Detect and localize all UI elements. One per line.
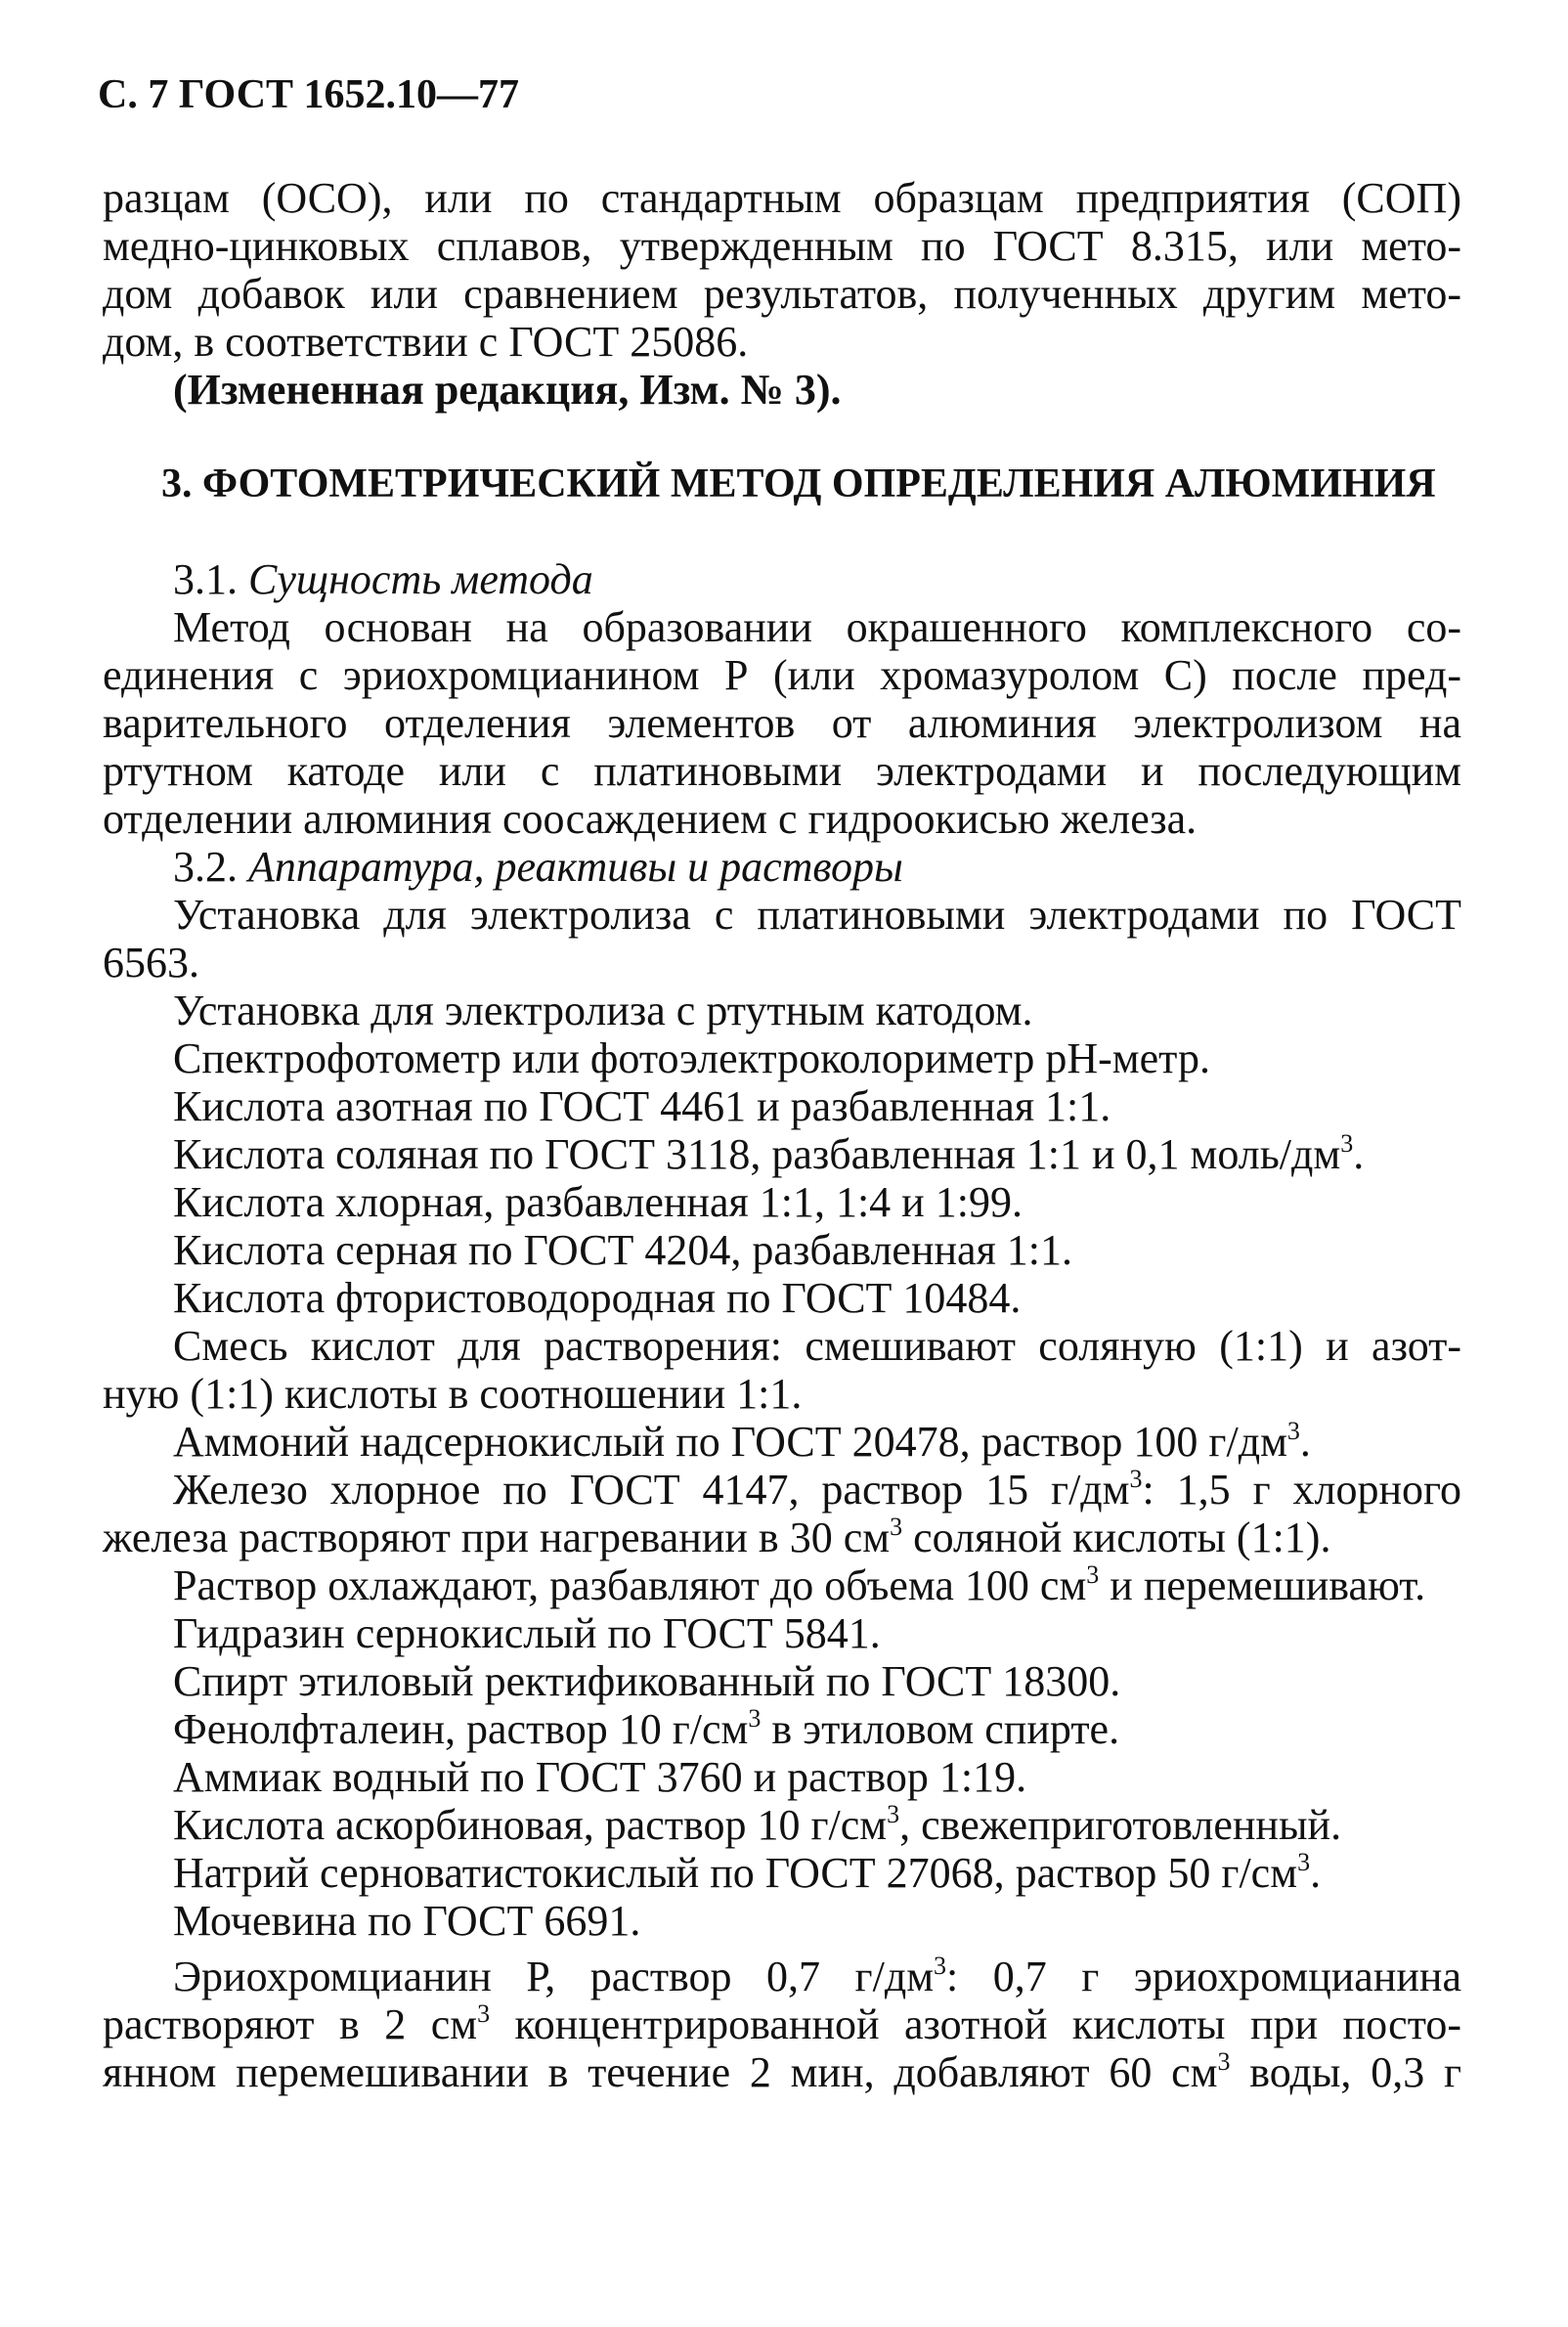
text-run: Фенолфталеин, раствор 10 г/см [173,1705,749,1753]
text-line: Установка для электролиза с платиновыми электродами по ГОСТ [173,891,1461,939]
reagent-item [103,1130,1461,1178]
text-line: ртутном катоде или с платиновыми электродами и последующим [103,747,1461,795]
reagent-item: Аммиак водный по ГОСТ 3760 и раствор 1:19. [173,1753,1027,1801]
text-line: отделении алюминия соосаждением с гидроокисью железа. [103,795,1198,843]
text-run: , свежеприготовленный. [899,1801,1342,1849]
reagent-item [103,1705,1461,1753]
text-run: растворяют в 2 см [103,2000,478,2048]
text-line [103,1514,1461,1561]
amendment-note: (Измененная редакция, Изм. № 3). [173,366,842,414]
text-run: концентрированной азотной кислоты при посто- [490,2000,1461,2048]
superscript: 3 [477,1999,491,2028]
text-run: янном перемешивании в течение 2 мин, добавляют 60 см [103,2048,1218,2096]
reagent-item: Установка для электролиза с ртутным катодом. [173,987,1033,1034]
superscript: 3 [1086,1560,1100,1589]
page-header: С. 7 ГОСТ 1652.10—77 [98,72,520,117]
section-3-heading: 3. ФОТОМЕТРИЧЕСКИЙ МЕТОД ОПРЕДЕЛЕНИЯ АЛЮМИНИЯ [161,461,1436,506]
superscript: 3 [890,1513,903,1541]
superscript: 3 [1217,2047,1231,2076]
text-line [103,2048,1461,2096]
text-run: Раствор охлаждают, разбавляют до объема 100 см [173,1561,1087,1609]
text-run: Натрий серноватистокислый по ГОСТ 27068, раствор 50 г/см [173,1849,1298,1897]
text-run: : 0,7 г эриохромцианина [946,1953,1461,2000]
document-body [103,174,1461,2096]
text-run: и перемешивают. [1099,1561,1426,1609]
text-line: 6563. [103,939,199,987]
text-line: Метод основан на образовании окрашенного комплексного со- [173,603,1461,651]
text-run: Аммоний надсернокислый по ГОСТ 20478, раствор 100 г/дм [173,1418,1287,1466]
reagent-item: Спирт этиловый ректификованный по ГОСТ 18300. [173,1657,1121,1705]
text-line: варительного отделения элементов от алюминия электролизом на [103,699,1461,747]
text-line: ную (1:1) кислоты в соотношении 1:1. [103,1370,803,1418]
text-run: . [1353,1130,1365,1178]
text-line: разцам (ОСО), или по стандартным образцам предприятия (СОП) [103,174,1461,222]
superscript: 3 [1297,1848,1311,1876]
superscript: 3 [1340,1129,1354,1158]
text-line: медно-цинковых сплавов, утвержденным по ГОСТ 8.315, или мето- [103,222,1461,270]
text-run: Кислота соляная по ГОСТ 3118, разбавленная 1:1 и 0,1 моль/дм [173,1130,1341,1178]
text-line [103,1561,1461,1609]
subsection-title: Аппаратура, реактивы и растворы [248,843,903,891]
reagent-item: Кислота серная по ГОСТ 4204, разбавленная 1:1. [173,1226,1073,1274]
subsection-3-1-heading [103,555,1461,603]
reagent-item: Кислота фтористоводородная по ГОСТ 10484. [173,1274,1022,1322]
subsection-3-2-heading [103,843,1461,891]
text-line: дом, в соответствии с ГОСТ 25086. [103,318,749,366]
text-run: соляной кислоты (1:1). [902,1514,1331,1561]
subsection-number: 3.2. [173,843,238,891]
reagent-item [103,1418,1461,1466]
subsection-number: 3.1. [173,555,238,603]
text-run: воды, 0,3 г [1230,2048,1462,2096]
text-run: . [1310,1849,1322,1897]
subsection-title: Сущность метода [248,555,593,603]
superscript: 3 [748,1704,762,1733]
text-line: дом добавок или сравнением результатов, полученных другим мето- [103,270,1461,318]
superscript: 3 [1286,1417,1300,1445]
text-run: : 1,5 г хлорного [1142,1466,1461,1514]
reagent-item [103,1849,1461,1897]
text-line: единения с эриохромцианином Р (или хромазуролом С) после пред- [103,651,1461,699]
reagent-item: Кислота хлорная, разбавленная 1:1, 1:4 и 1:99. [173,1178,1023,1226]
text-run: Кислота аскорбиновая, раствор 10 г/см [173,1801,888,1849]
text-run: железа растворяют при нагревании в 30 см [103,1514,891,1561]
reagent-item [103,1466,1461,1514]
text-run: . [1299,1418,1311,1466]
reagent-item: Спектрофотометр или фотоэлектроколориметр pH-метр. [173,1034,1210,1082]
superscript: 3 [1129,1465,1143,1493]
text-line [103,2000,1461,2048]
reagent-item: Мочевина по ГОСТ 6691. [173,1897,641,1945]
reagent-item [103,1801,1461,1849]
text-run: Железо хлорное по ГОСТ 4147, раствор 15 г/дм [173,1466,1130,1514]
reagent-item [103,1953,1461,2000]
reagent-item: Смесь кислот для растворения: смешивают соляную (1:1) и азот- [173,1322,1461,1370]
text-run: Эриохромцианин Р, раствор 0,7 г/дм [173,1953,935,2000]
superscript: 3 [887,1800,900,1828]
superscript: 3 [934,1952,947,1980]
reagent-item: Кислота азотная по ГОСТ 4461 и разбавленная 1:1. [173,1082,1111,1130]
reagent-item: Гидразин сернокислый по ГОСТ 5841. [173,1609,881,1657]
text-run: в этиловом спирте. [761,1705,1120,1753]
